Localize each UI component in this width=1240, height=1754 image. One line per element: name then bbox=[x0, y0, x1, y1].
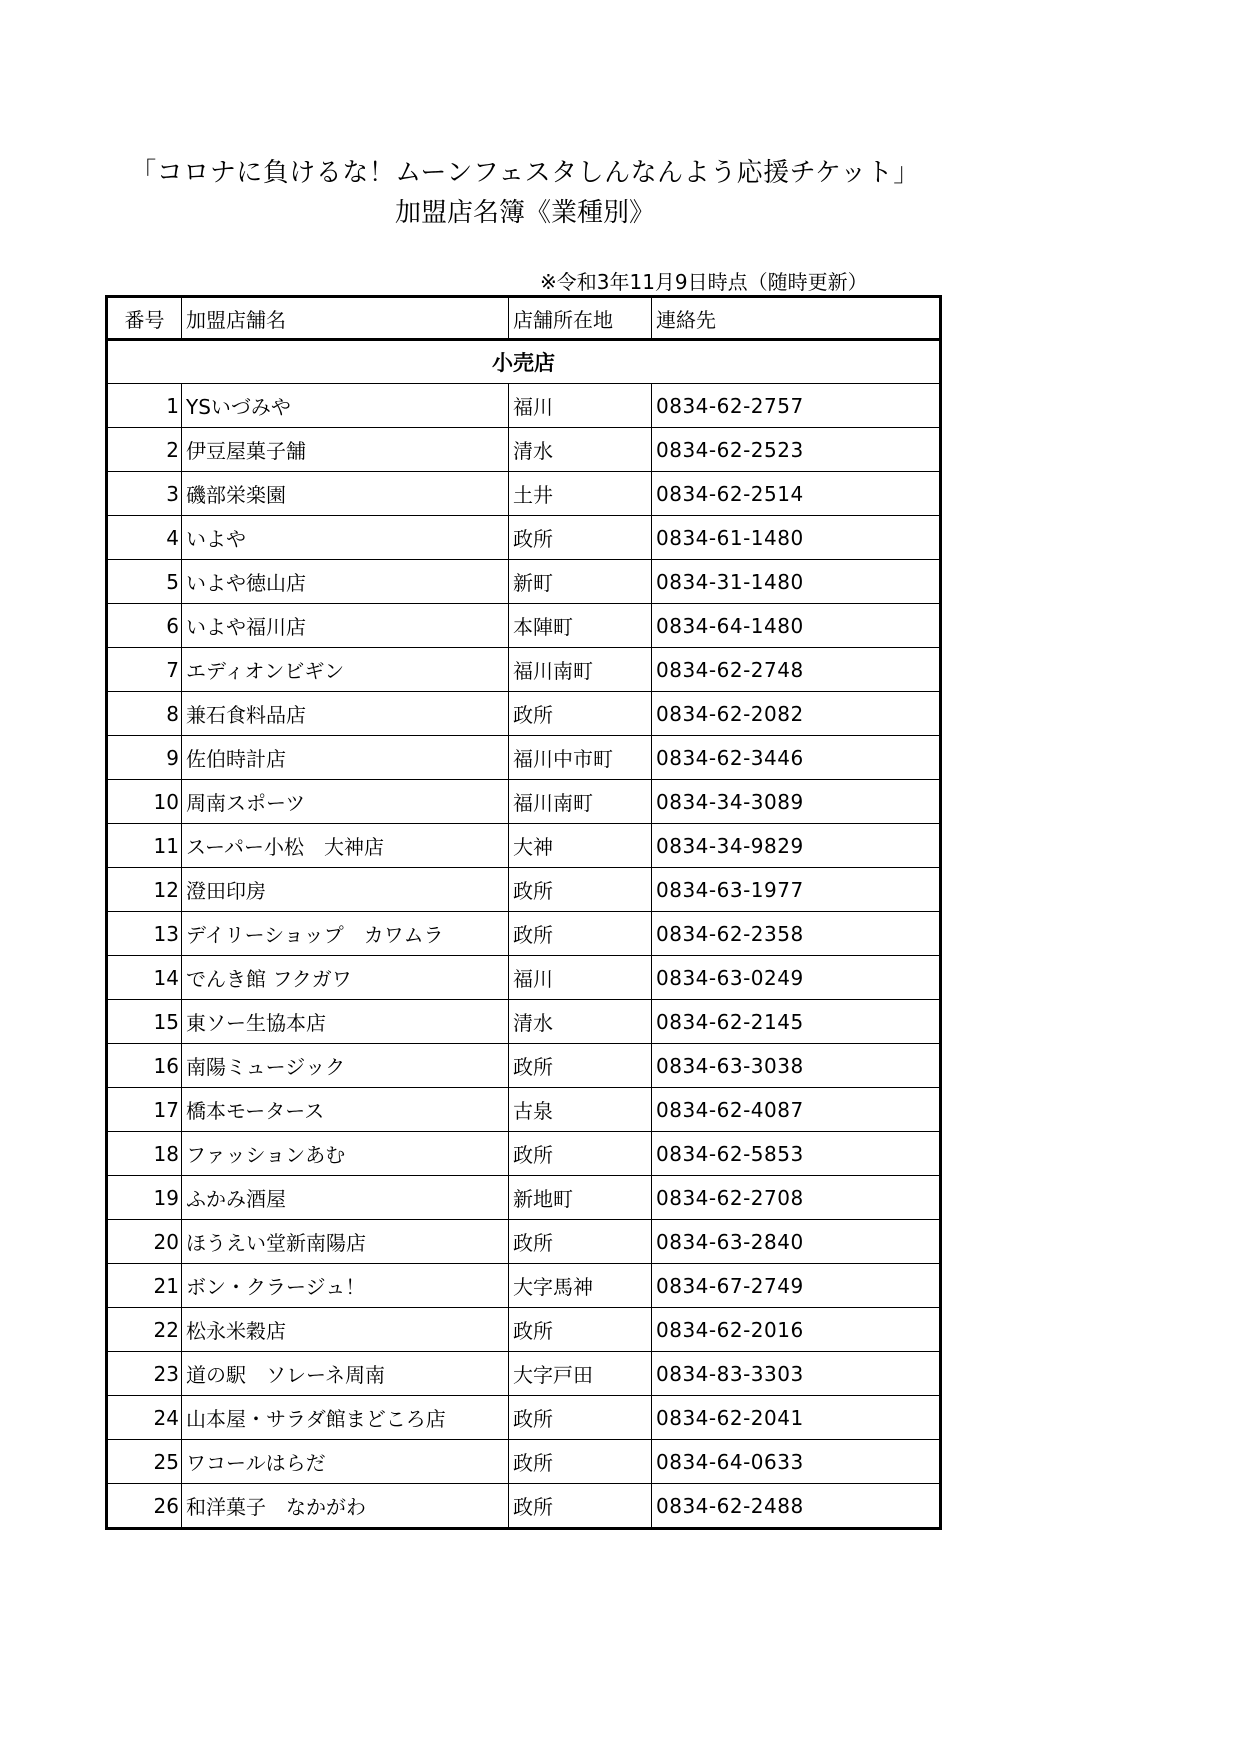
row-phone: 0834-31-1480 bbox=[652, 560, 941, 604]
row-number: 4 bbox=[107, 516, 182, 560]
row-store-name: ワコールはらだ bbox=[182, 1440, 509, 1484]
row-phone: 0834-63-2840 bbox=[652, 1220, 941, 1264]
as-of-note: ※令和3年11月9日時点（随時更新） bbox=[540, 270, 868, 294]
row-location: 福川南町 bbox=[509, 780, 652, 824]
row-location: 福川 bbox=[509, 956, 652, 1000]
table-row bbox=[107, 692, 941, 736]
row-phone: 0834-67-2749 bbox=[652, 1264, 941, 1308]
row-phone: 0834-63-3038 bbox=[652, 1044, 941, 1088]
table-row bbox=[107, 1220, 941, 1264]
row-store-name: YSいづみや bbox=[182, 384, 509, 428]
table-row bbox=[107, 1132, 941, 1176]
row-number: 12 bbox=[107, 868, 182, 912]
row-store-name: エディオンビギン bbox=[182, 648, 509, 692]
row-number: 2 bbox=[107, 428, 182, 472]
header-store-name: 加盟店舗名 bbox=[182, 297, 509, 340]
table-row bbox=[107, 604, 941, 648]
row-store-name: ふかみ酒屋 bbox=[182, 1176, 509, 1220]
row-phone: 0834-62-2016 bbox=[652, 1308, 941, 1352]
row-location: 政所 bbox=[509, 516, 652, 560]
category-row bbox=[107, 340, 941, 384]
header-number: 番号 bbox=[107, 297, 182, 340]
row-store-name: ボン・クラージュ！ bbox=[182, 1264, 509, 1308]
row-phone: 0834-62-2358 bbox=[652, 912, 941, 956]
table-row bbox=[107, 1088, 941, 1132]
row-number: 5 bbox=[107, 560, 182, 604]
row-location: 本陣町 bbox=[509, 604, 652, 648]
row-number: 20 bbox=[107, 1220, 182, 1264]
table-row bbox=[107, 1396, 941, 1440]
row-location: 清水 bbox=[509, 428, 652, 472]
row-number: 13 bbox=[107, 912, 182, 956]
row-location: 福川南町 bbox=[509, 648, 652, 692]
row-store-name: 橋本モータース bbox=[182, 1088, 509, 1132]
row-store-name: 東ソー生協本店 bbox=[182, 1000, 509, 1044]
row-store-name: 伊豆屋菓子舗 bbox=[182, 428, 509, 472]
row-store-name: いよや bbox=[182, 516, 509, 560]
row-number: 17 bbox=[107, 1088, 182, 1132]
row-phone: 0834-61-1480 bbox=[652, 516, 941, 560]
row-store-name: 和洋菓子 なかがわ bbox=[182, 1484, 509, 1529]
row-number: 26 bbox=[107, 1484, 182, 1529]
table-row bbox=[107, 428, 941, 472]
table-row bbox=[107, 1044, 941, 1088]
row-number: 3 bbox=[107, 472, 182, 516]
row-phone: 0834-62-2145 bbox=[652, 1000, 941, 1044]
row-location: 新地町 bbox=[509, 1176, 652, 1220]
table-row bbox=[107, 516, 941, 560]
row-location: 大字戸田 bbox=[509, 1352, 652, 1396]
row-store-name: ファッションあむ bbox=[182, 1132, 509, 1176]
row-store-name: 松永米穀店 bbox=[182, 1308, 509, 1352]
row-store-name: でんき館 フクガワ bbox=[182, 956, 509, 1000]
row-phone: 0834-83-3303 bbox=[652, 1352, 941, 1396]
row-store-name: スーパー小松 大神店 bbox=[182, 824, 509, 868]
row-number: 6 bbox=[107, 604, 182, 648]
row-number: 18 bbox=[107, 1132, 182, 1176]
table-row bbox=[107, 912, 941, 956]
row-location: 政所 bbox=[509, 1484, 652, 1529]
row-location: 政所 bbox=[509, 1440, 652, 1484]
row-location: 大字馬神 bbox=[509, 1264, 652, 1308]
row-phone: 0834-34-3089 bbox=[652, 780, 941, 824]
member-store-table bbox=[105, 295, 942, 1530]
row-location: 政所 bbox=[509, 1132, 652, 1176]
row-store-name: いよや福川店 bbox=[182, 604, 509, 648]
row-phone: 0834-62-2748 bbox=[652, 648, 941, 692]
header-location: 店舗所在地 bbox=[509, 297, 652, 340]
row-phone: 0834-64-1480 bbox=[652, 604, 941, 648]
row-store-name: ほうえい堂新南陽店 bbox=[182, 1220, 509, 1264]
row-phone: 0834-62-4087 bbox=[652, 1088, 941, 1132]
table-row bbox=[107, 1440, 941, 1484]
document-title: 「コロナに負けるな！ムーンフェスタしんなんよう応援チケット」 bbox=[130, 158, 920, 188]
row-location: 土井 bbox=[509, 472, 652, 516]
table-row bbox=[107, 560, 941, 604]
row-location: 福川中市町 bbox=[509, 736, 652, 780]
row-phone: 0834-34-9829 bbox=[652, 824, 941, 868]
row-location: 政所 bbox=[509, 1220, 652, 1264]
row-location: 政所 bbox=[509, 1396, 652, 1440]
row-phone: 0834-62-2757 bbox=[652, 384, 941, 428]
row-location: 政所 bbox=[509, 1308, 652, 1352]
row-store-name: 周南スポーツ bbox=[182, 780, 509, 824]
row-store-name: 道の駅 ソレーネ周南 bbox=[182, 1352, 509, 1396]
row-number: 14 bbox=[107, 956, 182, 1000]
table-row bbox=[107, 1484, 941, 1529]
row-number: 1 bbox=[107, 384, 182, 428]
row-phone: 0834-62-2488 bbox=[652, 1484, 941, 1529]
row-store-name: 佐伯時計店 bbox=[182, 736, 509, 780]
row-phone: 0834-62-2514 bbox=[652, 472, 941, 516]
row-store-name: 南陽ミュージック bbox=[182, 1044, 509, 1088]
row-location: 新町 bbox=[509, 560, 652, 604]
table-row bbox=[107, 472, 941, 516]
row-store-name: 澄田印房 bbox=[182, 868, 509, 912]
row-phone: 0834-64-0633 bbox=[652, 1440, 941, 1484]
row-store-name: 兼石食料品店 bbox=[182, 692, 509, 736]
row-number: 9 bbox=[107, 736, 182, 780]
row-store-name: デイリーショップ カワムラ bbox=[182, 912, 509, 956]
table-row bbox=[107, 1308, 941, 1352]
row-phone: 0834-62-2041 bbox=[652, 1396, 941, 1440]
row-location: 古泉 bbox=[509, 1088, 652, 1132]
document-subtitle: 加盟店名簿《業種別》 bbox=[394, 198, 655, 228]
row-store-name: 山本屋・サラダ館まどころ店 bbox=[182, 1396, 509, 1440]
row-phone: 0834-62-2708 bbox=[652, 1176, 941, 1220]
table-row bbox=[107, 1000, 941, 1044]
table-row bbox=[107, 648, 941, 692]
row-location: 政所 bbox=[509, 692, 652, 736]
table-row bbox=[107, 956, 941, 1000]
row-number: 19 bbox=[107, 1176, 182, 1220]
row-store-name: いよや徳山店 bbox=[182, 560, 509, 604]
row-phone: 0834-62-5853 bbox=[652, 1132, 941, 1176]
row-phone: 0834-62-3446 bbox=[652, 736, 941, 780]
row-location: 政所 bbox=[509, 912, 652, 956]
row-number: 23 bbox=[107, 1352, 182, 1396]
row-number: 25 bbox=[107, 1440, 182, 1484]
table-header-row bbox=[107, 297, 941, 340]
category-label: 小売店 bbox=[107, 340, 941, 384]
row-phone: 0834-63-1977 bbox=[652, 868, 941, 912]
row-number: 21 bbox=[107, 1264, 182, 1308]
table-row bbox=[107, 824, 941, 868]
table-row bbox=[107, 384, 941, 428]
row-phone: 0834-63-0249 bbox=[652, 956, 941, 1000]
row-number: 10 bbox=[107, 780, 182, 824]
row-location: 政所 bbox=[509, 1044, 652, 1088]
row-location: 福川 bbox=[509, 384, 652, 428]
row-phone: 0834-62-2523 bbox=[652, 428, 941, 472]
table-row bbox=[107, 1176, 941, 1220]
row-number: 22 bbox=[107, 1308, 182, 1352]
row-location: 清水 bbox=[509, 1000, 652, 1044]
table-row bbox=[107, 1352, 941, 1396]
row-number: 7 bbox=[107, 648, 182, 692]
row-store-name: 磯部栄楽園 bbox=[182, 472, 509, 516]
row-phone: 0834-62-2082 bbox=[652, 692, 941, 736]
row-number: 16 bbox=[107, 1044, 182, 1088]
table-row bbox=[107, 780, 941, 824]
table-row bbox=[107, 1264, 941, 1308]
row-number: 24 bbox=[107, 1396, 182, 1440]
row-number: 8 bbox=[107, 692, 182, 736]
row-location: 大神 bbox=[509, 824, 652, 868]
header-contact: 連絡先 bbox=[652, 297, 941, 340]
table-row bbox=[107, 736, 941, 780]
row-number: 15 bbox=[107, 1000, 182, 1044]
row-location: 政所 bbox=[509, 868, 652, 912]
table-row bbox=[107, 868, 941, 912]
row-number: 11 bbox=[107, 824, 182, 868]
